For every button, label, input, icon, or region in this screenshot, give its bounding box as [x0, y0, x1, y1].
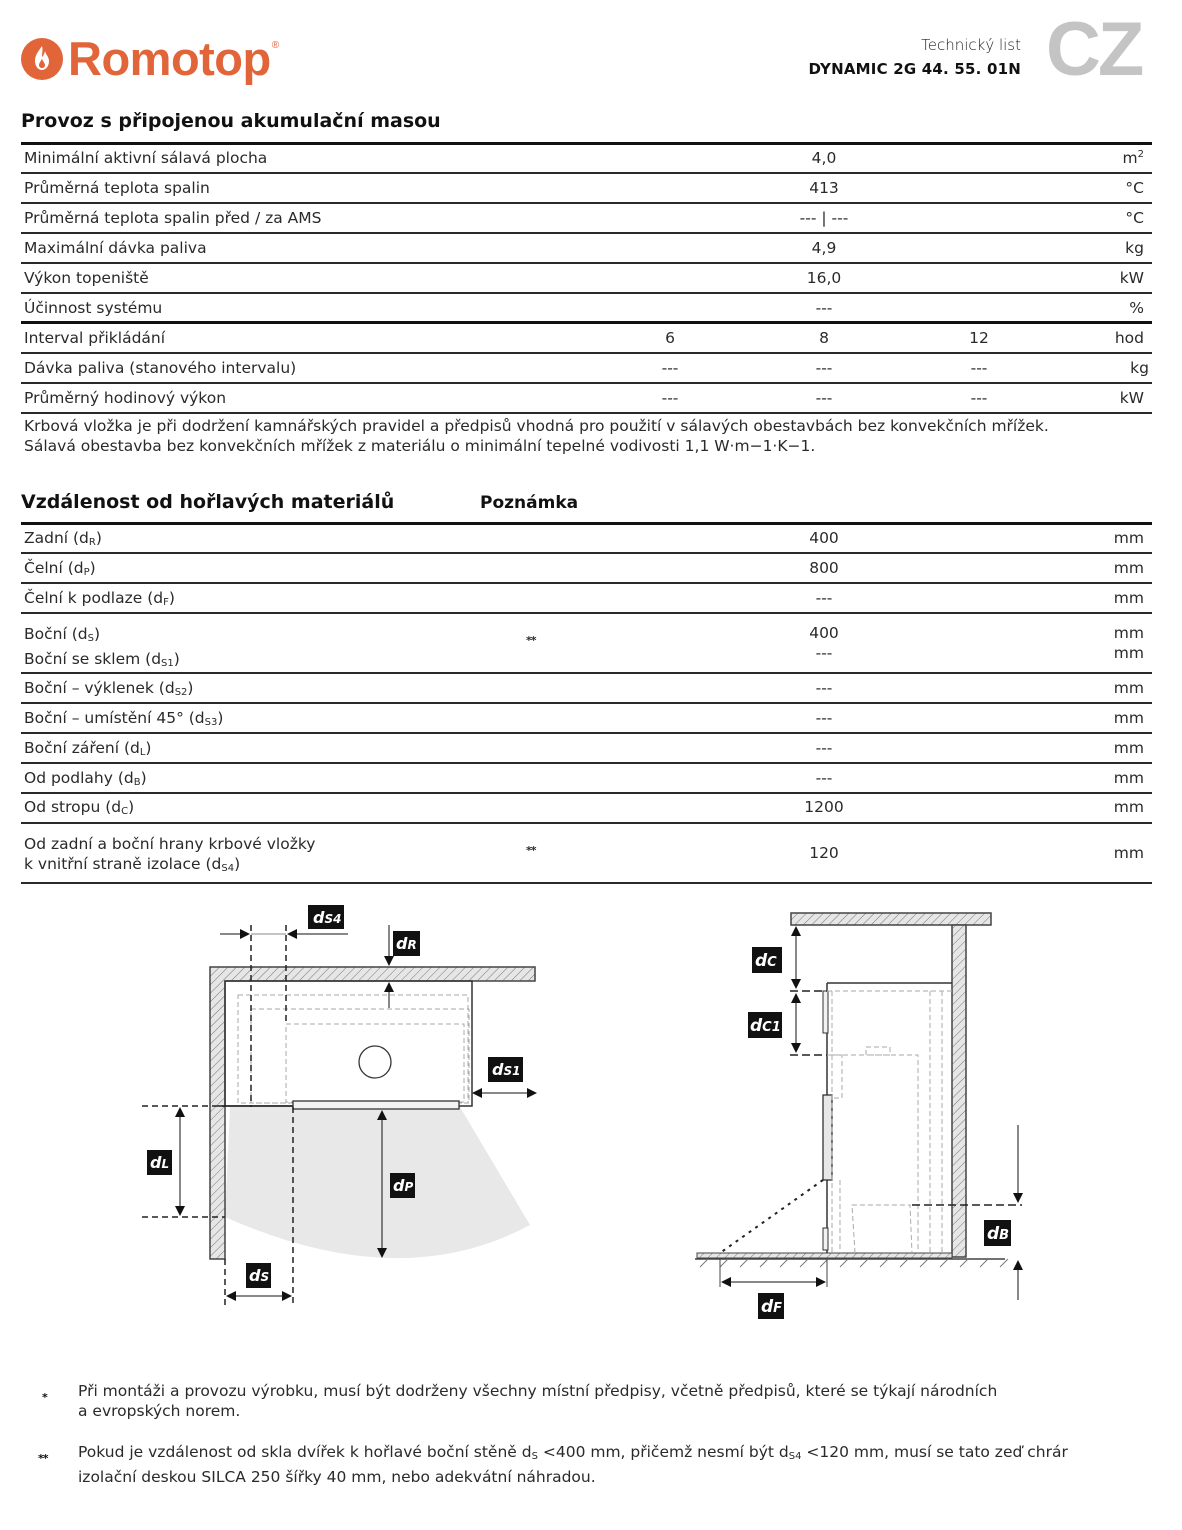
row-label [24, 589, 175, 608]
label-text: Boční se sklem (d [24, 650, 162, 668]
row-label [24, 798, 134, 817]
row-value: 413 [809, 179, 839, 197]
footnote-2 [78, 1442, 1178, 1487]
row-label: Průměrný hodinový výkon [24, 389, 227, 407]
row-value: 4,9 [811, 239, 837, 257]
value-12h: --- [970, 389, 988, 407]
value-6h: 6 [665, 329, 675, 347]
svg-text:dS4: dS4 [313, 908, 342, 927]
row-value: --- [815, 679, 833, 697]
footnote-line [78, 1442, 1178, 1467]
table-row [21, 174, 1152, 204]
row-value: --- [815, 299, 833, 317]
row-unit: kW [1119, 389, 1144, 407]
svg-text:dF: dF [761, 1297, 783, 1317]
label-sub: S4 [221, 863, 235, 874]
label-text: k vnitřní straně izolace (d [24, 855, 222, 873]
row-unit: mm [1113, 709, 1144, 727]
row-value: --- [815, 769, 833, 787]
label-sub: S2 [174, 687, 188, 698]
row-value: 800 [809, 559, 839, 577]
table-row [21, 794, 1152, 824]
svg-text:dL: dL [150, 1153, 170, 1172]
row-unit: mm [1113, 559, 1144, 577]
footnote-text: Pokud je vzdálenost od skla dvířek k hořlavé boční stěně d [78, 1443, 532, 1461]
svg-text:dC: dC [755, 951, 777, 971]
svg-text:dS1: dS1 [492, 1060, 521, 1079]
brand-name: Romotop [68, 32, 271, 85]
row-label: Výkon topeniště [24, 269, 149, 287]
label-tail: ) [95, 529, 102, 547]
label-text: Boční – výklenek (d [24, 679, 175, 697]
row-label [24, 559, 96, 578]
label-text: Od zadní a boční hrany krbové vložky [24, 835, 316, 853]
row-label: Průměrná teplota spalin před / za AMS [24, 209, 322, 227]
label-tail: ) [140, 769, 147, 787]
row-unit: hod [1114, 329, 1144, 347]
row-unit: mm [1113, 739, 1144, 757]
model-name: DYNAMIC 2G 44. 55. 01N [808, 60, 1021, 78]
label-text: Boční záření (d [24, 739, 140, 757]
footnote-sub: S4 [788, 1451, 802, 1462]
operation-table [21, 145, 1152, 414]
label-tail: ) [128, 798, 135, 816]
row-label [24, 834, 315, 879]
row-unit: kW [1119, 269, 1144, 287]
interval-row [21, 384, 1152, 414]
row-label [24, 529, 102, 548]
row-value: 400 [809, 529, 839, 547]
footnote-text: <400 mm, přičemž nesmí být d [537, 1443, 789, 1461]
row-value: 120 [809, 844, 839, 862]
note-marker: ** [526, 844, 536, 857]
label-tail: ) [173, 650, 180, 668]
row-label: Účinnost systému [24, 299, 163, 317]
label-tail: ) [93, 625, 101, 643]
table-row [21, 554, 1152, 584]
footnote-marker: ** [38, 1452, 48, 1465]
value-12h: 12 [969, 329, 989, 347]
table-row [21, 294, 1152, 324]
row-unit: kg [1125, 239, 1144, 257]
label-tail: ) [145, 739, 152, 757]
label-sub: F [163, 597, 169, 608]
row-value: 4,0 [811, 149, 837, 167]
footnote-text: <120 mm, musí se tato zeď chrár [801, 1443, 1068, 1461]
row-unit: mm [1113, 624, 1144, 642]
registered-mark: ® [271, 39, 280, 51]
row-label: Minimální aktivní sálavá plocha [24, 149, 268, 167]
table-row [21, 145, 1152, 174]
label-sub: L [139, 747, 146, 758]
section-title-operation: Provoz s připojenou akumulační masou [21, 110, 441, 132]
language-badge: CZ [1046, 7, 1142, 92]
label-sub: S [87, 633, 94, 644]
label-tail: ) [217, 709, 224, 727]
row-unit [1123, 149, 1144, 167]
label-text: Zadní (d [24, 529, 89, 547]
row-value: 16,0 [806, 269, 842, 287]
footnote-line: izolační deskou SILCA 250 šířky 40 mm, nebo adekvátní náhradou. [78, 1468, 596, 1486]
value-8h: --- [815, 389, 833, 407]
row-unit: mm [1113, 589, 1144, 607]
note-column-header: Poznámka [480, 493, 579, 513]
table-row [21, 704, 1152, 734]
section-title-distances: Vzdálenost od hořlavých materiálů [21, 491, 395, 513]
table-row [21, 234, 1152, 264]
row-value: 1200 [804, 798, 844, 816]
side-view-diagram [680, 895, 1040, 1325]
interval-row [21, 354, 1152, 384]
footnote-line: Při montáži a provozu výrobku, musí být dodrženy všechny místní předpisy, včetně předpisů, které se týkají národních [78, 1382, 998, 1400]
row-unit: kg [1130, 359, 1149, 377]
top-view-diagram [130, 895, 560, 1315]
row-label: Maximální dávka paliva [24, 239, 207, 257]
row-unit: % [1129, 299, 1144, 317]
distances-table [21, 525, 1152, 884]
footnote-marker: * [42, 1391, 47, 1404]
operation-note [24, 416, 1154, 456]
footnote-1 [78, 1381, 1178, 1421]
row-label [24, 769, 147, 788]
svg-text:dC1: dC1 [750, 1016, 781, 1036]
row-unit: mm [1113, 644, 1144, 662]
unit-text: m [1122, 149, 1138, 167]
row-label [24, 679, 193, 698]
table-row [21, 584, 1152, 614]
value-6h: --- [661, 359, 679, 377]
label-sub: S3 [204, 717, 218, 728]
value-6h: --- [661, 389, 679, 407]
row-unit: mm [1113, 844, 1144, 862]
row-unit: mm [1113, 769, 1144, 787]
row-label [24, 709, 223, 728]
document-type: Technický list [921, 36, 1021, 54]
brand-logo [21, 32, 280, 85]
svg-text:dS: dS [249, 1266, 270, 1285]
row-value: --- [815, 709, 833, 727]
label-text: Čelní (d [24, 559, 84, 577]
row-unit: °C [1125, 179, 1144, 197]
row-unit: mm [1113, 529, 1144, 547]
label-text: Od stropu (d [24, 798, 122, 816]
label-text: Boční (d [24, 625, 88, 643]
table-row [21, 824, 1152, 884]
row-label: Interval přikládání [24, 329, 166, 347]
value-8h: --- [815, 359, 833, 377]
row-label: Dávka paliva (stanového intervalu) [24, 359, 297, 377]
note-line: Sálavá obestavba bez konvekčních mřížek z materiálu o minimální tepelné vodivosti 1,1 W·m−1·K−1. [24, 437, 816, 455]
note-marker: ** [526, 634, 536, 647]
label-text: Čelní k podlaze (d [24, 589, 164, 607]
row-unit: mm [1113, 679, 1144, 697]
table-row [21, 204, 1152, 234]
label-tail: ) [234, 855, 241, 873]
row-label [24, 624, 180, 674]
row-value: 400 [809, 624, 839, 642]
value-12h: --- [970, 359, 988, 377]
row-value: --- | --- [799, 209, 849, 227]
label-text: Od podlahy (d [24, 769, 134, 787]
row-label: Průměrná teplota spalin [24, 179, 210, 197]
label-sub: C [121, 806, 129, 817]
unit-sup: 2 [1137, 149, 1144, 160]
label-tail: ) [187, 679, 194, 697]
row-value: --- [815, 589, 833, 607]
value-8h: 8 [819, 329, 829, 347]
row-label [24, 739, 151, 758]
svg-text:dB: dB [987, 1224, 1010, 1244]
row-value: --- [815, 739, 833, 757]
row-unit: mm [1113, 798, 1144, 816]
flame-icon [21, 38, 63, 80]
table-row [21, 734, 1152, 764]
svg-text:dP: dP [393, 1176, 414, 1195]
row-value: --- [815, 644, 833, 662]
table-row [21, 764, 1152, 794]
svg-text:dR: dR [396, 934, 417, 953]
label-tail: ) [168, 589, 175, 607]
table-row [21, 525, 1152, 554]
row-unit: °C [1125, 209, 1144, 227]
label-tail: ) [89, 559, 96, 577]
label-sub: R [88, 537, 96, 548]
label-sub: B [133, 777, 141, 788]
label-sub: P [83, 567, 90, 578]
note-line: Krbová vložka je při dodržení kamnářských pravidel a předpisů vhodná pro použití v sálavých obestavbách bez konvekčních mřížek. [24, 417, 1049, 435]
footnote-line: a evropských norem. [78, 1402, 241, 1420]
table-row [21, 264, 1152, 294]
table-row [21, 614, 1152, 674]
table-row [21, 674, 1152, 704]
interval-row [21, 324, 1152, 354]
footnote-sub: S [531, 1451, 538, 1462]
label-sub: S1 [161, 658, 174, 669]
label-text: Boční – umístění 45° (d [24, 709, 205, 727]
